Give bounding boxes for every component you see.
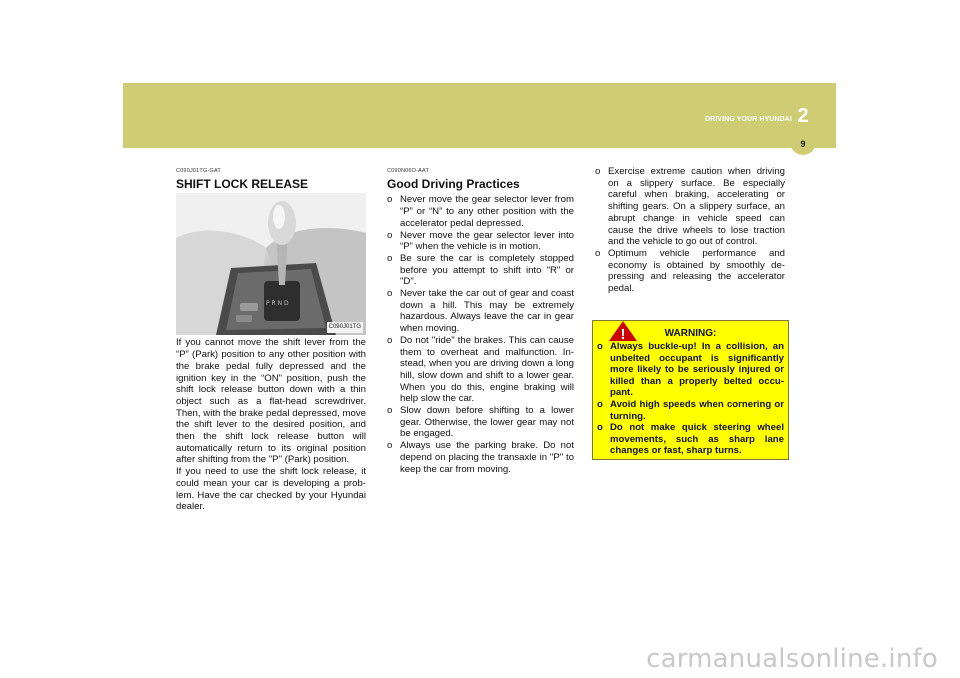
svg-text:!: ! (620, 326, 626, 342)
list-item: o Never take the car out of gear and coast down a hill. This may be extremely hazardous. Always leave the car in gear when moving. (387, 288, 574, 335)
good-driving-section (387, 166, 574, 475)
image-caption: C090J01TG (327, 322, 363, 334)
section-heading: Good Driving Practices (387, 176, 520, 191)
warning-box (592, 320, 789, 460)
list-item: o Exercise extreme caution when driving on a slippery surface. Be especially careful when braking, accelerating or shifting gears. On a slippery surface, an abrupt change in vehicle speed can cause the drive wheels to lose traction and the vehicle to go out of control. (595, 166, 785, 248)
list-item: o Be sure the car is completely stopped before you attempt to shift into "R" or "D". (387, 252, 574, 288)
list-item: o Always buckle-up! In a collision, an unbelted occupant is significantly more likely to be seriously injured or killed than a properly belted occu-pant. (597, 341, 784, 399)
warning-list (597, 341, 784, 457)
shift-lock-section (176, 166, 366, 513)
section-code: C090J01TG-GAT (176, 168, 221, 174)
shift-lock-paragraph-1: If you cannot move the shift lever from the “P” (Park) position to any other position with the brake pedal fully depressed and the ignition key in the “ON” position, push the shift lock release button down with a thin object such as a flat-head screwdriver. Then, with the brake pedal depressed, move the shift lever to the desired position, and then the shift lock release button will automatically return to its original position after shifting from the "P" (Park) position. (176, 337, 366, 466)
warning-body (597, 341, 784, 457)
warning-title: WARNING: (664, 328, 717, 339)
driving-practices-continued (595, 166, 785, 295)
chapter-number: 2 (797, 105, 809, 127)
section-code: C090N06O-AAT (387, 168, 430, 174)
driving-practices-list (387, 194, 574, 475)
list-item: o Never move the gear selector lever into “P” when the vehicle is in motion. (387, 229, 574, 253)
section-heading: SHIFT LOCK RELEASE (176, 176, 309, 191)
list-item: o Do not make quick steering wheel movements, such as sharp lane changes or fast, sharp turns. (597, 422, 784, 457)
svg-text:P R N D: P R N D (266, 300, 289, 308)
page-number: 9 (800, 139, 806, 149)
shift-lock-paragraph-2: If you need to use the shift lock release, it could mean your car is developing a prob-lem. Have the car checked by your Hyundai dealer. (176, 466, 366, 513)
list-item: o Do not "ride" the brakes. This can cause them to overheat and malfunction. In-stead, when you are driving down a long hill, slow down and shift to a lower gear. When you do this, engine braking will help slow the car. (387, 334, 574, 405)
list-item: o Avoid high speeds when cornering or turning. (597, 398, 784, 422)
driving-practices-list-continued (595, 166, 785, 295)
chapter-title: DRIVING YOUR HYUNDAI (704, 116, 792, 123)
shift-lever-illustration (176, 193, 366, 335)
list-item: o Never move the gear selector lever from “P” or “N” to any other position with the accelerator pedal depressed. (387, 194, 574, 229)
list-item: o Slow down before shifting to a lower gear. Otherwise, the lower gear may not be engaged. (387, 405, 574, 440)
list-item: o Always use the parking brake. Do not depend on placing the transaxle in "P" to keep the car from moving. (387, 440, 574, 475)
watermark: carmanualsonline.info (646, 644, 938, 674)
shift-lever-photo (176, 193, 366, 335)
list-item: o Optimum vehicle performance and economy is obtained by smoothly de-pressing and releasing the accelerator pedal. (595, 247, 785, 295)
